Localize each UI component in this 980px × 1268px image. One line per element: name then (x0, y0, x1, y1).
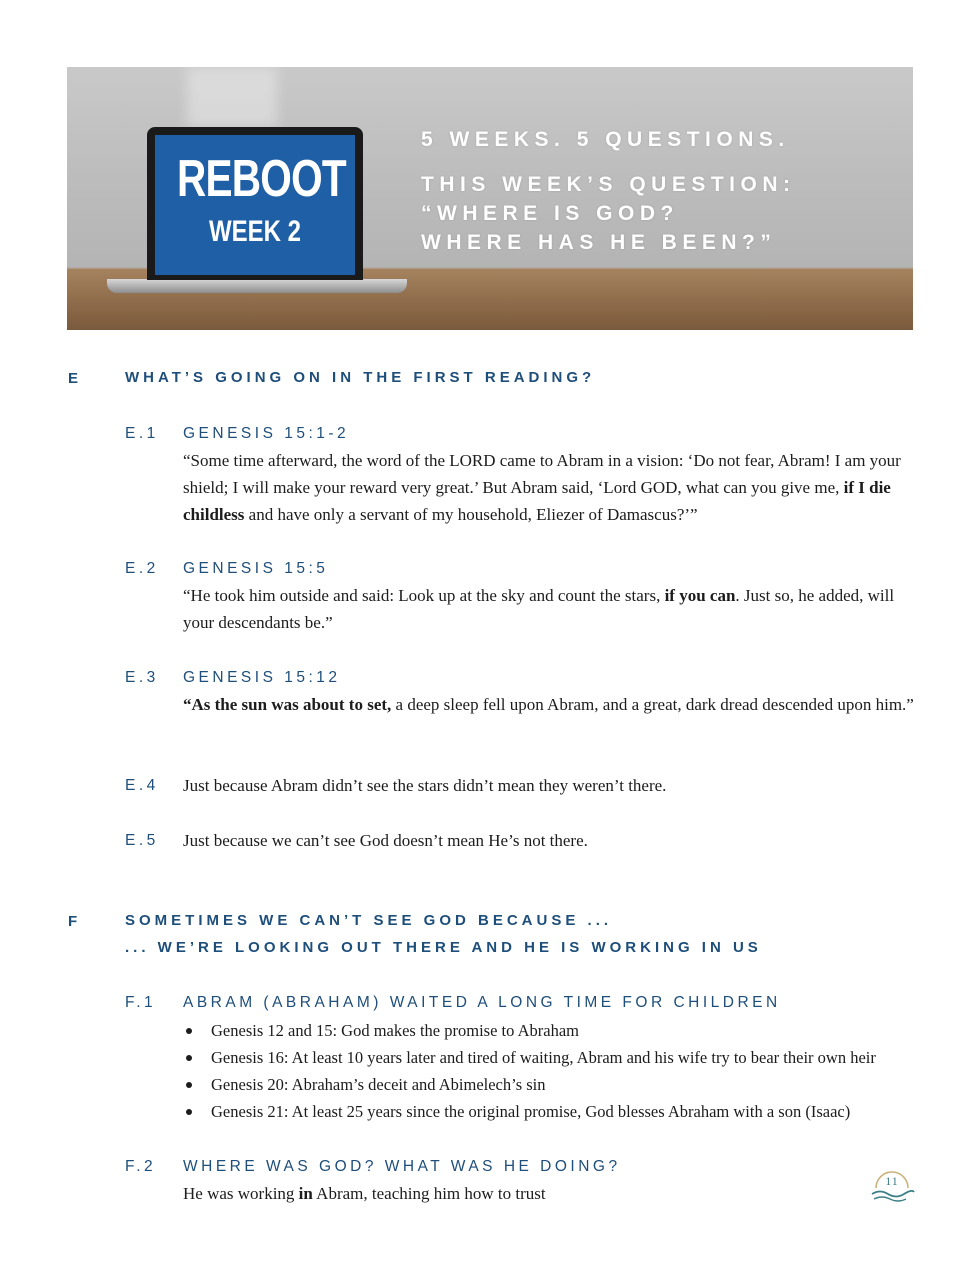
item-e1-title: GENESIS 15:1-2 (183, 425, 350, 442)
page-number-badge (868, 1158, 916, 1204)
section-f-title-line-2: ... WE’RE LOOKING OUT THERE AND HE IS WORKING IN US (125, 939, 762, 956)
item-e2-title: GENESIS 15:5 (183, 560, 329, 577)
section-f-title-line-1: SOMETIMES WE CAN’T SEE GOD BECAUSE ... (125, 912, 613, 929)
item-f1-title: ABRAM (ABRAHAM) WAITED A LONG TIME FOR CHILDREN (183, 994, 781, 1011)
section-e-letter: E (68, 370, 83, 387)
header-banner (67, 67, 913, 330)
list-item: Genesis 21: At least 25 years since the original promise, God blesses Abraham with a son (Isaac) (183, 1098, 943, 1125)
window-light (187, 67, 277, 127)
item-e3-title: GENESIS 15:12 (183, 669, 341, 686)
bullet-icon (186, 1109, 192, 1115)
question-line-3: WHERE HAS HE BEEN?” (421, 231, 777, 254)
item-e5-number: E.5 (125, 832, 159, 849)
item-e3-number: E.3 (125, 669, 159, 686)
list-item: Genesis 20: Abraham’s deceit and Abimelech’s sin (183, 1071, 943, 1098)
item-e3-text: “As the sun was about to set, a deep sleep fell upon Abram, and a great, dark dread descended upon him.” (183, 695, 914, 714)
laptop-base (107, 279, 407, 293)
item-e2-number: E.2 (125, 560, 159, 577)
section-f-title (125, 907, 762, 961)
question-line-1: THIS WEEK’S QUESTION: (421, 173, 796, 196)
list-item: Genesis 16: At least 10 years later and tired of waiting, Abram and his wife try to bear their own heir (183, 1044, 943, 1071)
list-item: Genesis 12 and 15: God makes the promise to Abraham (183, 1017, 943, 1044)
item-e2-text: “He took him outside and said: Look up at the sky and count the stars, if you can. Just so, he added, will your descendants be.” (183, 586, 895, 632)
logo-title: REBOOT (177, 150, 346, 208)
logo-week: WEEK 2 (208, 215, 302, 248)
f1-bullet-list (183, 1017, 943, 1125)
item-f2-title: WHERE WAS GOD? WHAT WAS HE DOING? (183, 1158, 621, 1175)
bullet-icon (186, 1028, 192, 1034)
section-e-title: WHAT’S GOING ON IN THE FIRST READING? (125, 369, 596, 386)
question-line-2: “WHERE IS GOD? (421, 202, 679, 225)
item-e1-text: “Some time afterward, the word of the LORD came to Abram in a vision: ‘Do not fear, Abram! I am your shield; I will make your reward very great.’ But Abram said, ‘Lord GOD, what can you give me, if I die childless and have only a servant of my household, Eliezer of Damascus?’” (183, 451, 901, 524)
banner-tagline: 5 WEEKS. 5 QUESTIONS. (421, 128, 790, 151)
item-e5-text: Just because we can’t see God doesn’t mean He’s not there. (183, 831, 588, 850)
item-e1-number: E.1 (125, 425, 159, 442)
page-number: 11 (885, 1174, 899, 1188)
bullet-icon (186, 1055, 192, 1061)
section-f-letter: F (68, 913, 82, 930)
banner-text (421, 125, 891, 257)
bullet-icon (186, 1082, 192, 1088)
item-f1-number: F.1 (125, 994, 157, 1011)
item-e4-text: Just because Abram didn’t see the stars didn’t mean they weren’t there. (183, 776, 667, 795)
laptop (147, 127, 363, 280)
item-e4-number: E.4 (125, 777, 159, 794)
item-f2-number: F.2 (125, 1158, 157, 1175)
item-f2-text: He was working in Abram, teaching him how to trust (183, 1184, 546, 1203)
reboot-logo (155, 135, 355, 275)
